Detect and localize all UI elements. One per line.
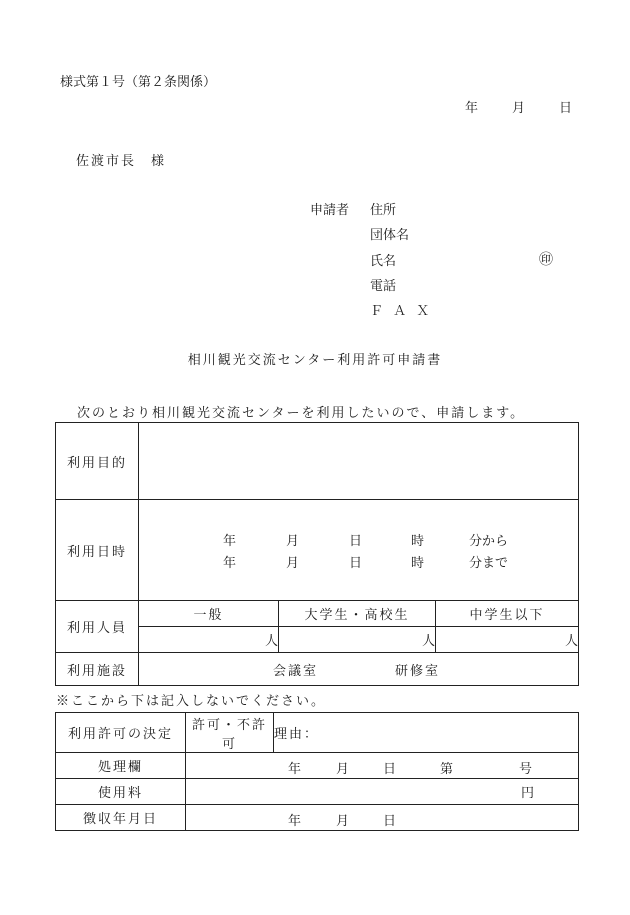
intro-text: 次のとおり相川観光交流センターを利用したいので、申請します。 bbox=[77, 406, 526, 421]
office-note: ※ここから下は記入しないでください。 bbox=[56, 694, 327, 709]
fee-label: 使用料 bbox=[56, 779, 186, 805]
processing-field: 年 月 日 第 号 bbox=[186, 753, 579, 779]
office-table bbox=[55, 712, 579, 831]
decision-value: 許可・不許可 bbox=[186, 713, 274, 753]
facility-option-training[interactable]: 研修室 bbox=[395, 664, 441, 679]
applicant-name-label: 氏名 bbox=[370, 254, 397, 269]
datetime-field[interactable] bbox=[139, 500, 579, 601]
people-col-general: 一般 bbox=[139, 601, 279, 627]
reason-label: 理由： bbox=[274, 727, 320, 742]
applicant-fax-label: Ｆ Ａ Ｘ bbox=[370, 304, 433, 319]
people-general-field[interactable]: 人 bbox=[139, 627, 279, 653]
people-col-students: 大学生・高校生 bbox=[279, 601, 436, 627]
people-col-junior: 中学生以下 bbox=[436, 601, 579, 627]
purpose-field[interactable] bbox=[139, 423, 579, 500]
applicant-label: 申請者 bbox=[310, 203, 350, 218]
collection-date-label: 徴収年月日 bbox=[56, 805, 186, 831]
date-day: 日 bbox=[559, 101, 573, 116]
date-month: 月 bbox=[512, 101, 526, 116]
purpose-label: 利用目的 bbox=[56, 423, 139, 500]
people-label: 利用人員 bbox=[56, 601, 139, 653]
applicant-organization-label: 団体名 bbox=[370, 228, 410, 243]
applicant-phone-label: 電話 bbox=[370, 279, 397, 294]
people-junior-field[interactable]: 人 bbox=[436, 627, 579, 653]
seal-icon: ㊞ bbox=[539, 252, 553, 268]
addressee: 佐渡市長 様 bbox=[76, 154, 167, 169]
facility-option-meeting[interactable]: 会議室 bbox=[273, 664, 319, 679]
reason-field bbox=[274, 713, 579, 753]
form-number: 様式第１号（第２条関係） bbox=[60, 75, 217, 90]
datetime-label: 利用日時 bbox=[56, 500, 139, 601]
application-table bbox=[55, 422, 579, 686]
facility-field[interactable] bbox=[139, 653, 579, 686]
datetime-start: 年 月 日 時 分から bbox=[223, 534, 509, 549]
people-students-field[interactable]: 人 bbox=[279, 627, 436, 653]
document-title: 相川観光交流センター利用許可申請書 bbox=[187, 353, 443, 368]
datetime-end: 年 月 日 時 分まで bbox=[223, 556, 509, 571]
applicant-address-label: 住所 bbox=[370, 203, 397, 218]
facility-label: 利用施設 bbox=[56, 653, 139, 686]
fee-field: 円 bbox=[186, 779, 579, 805]
collection-date-field: 年 月 日 bbox=[186, 805, 579, 831]
decision-label: 利用許可の決定 bbox=[56, 713, 186, 753]
processing-label: 処理欄 bbox=[56, 753, 186, 779]
date-year: 年 bbox=[465, 101, 479, 116]
